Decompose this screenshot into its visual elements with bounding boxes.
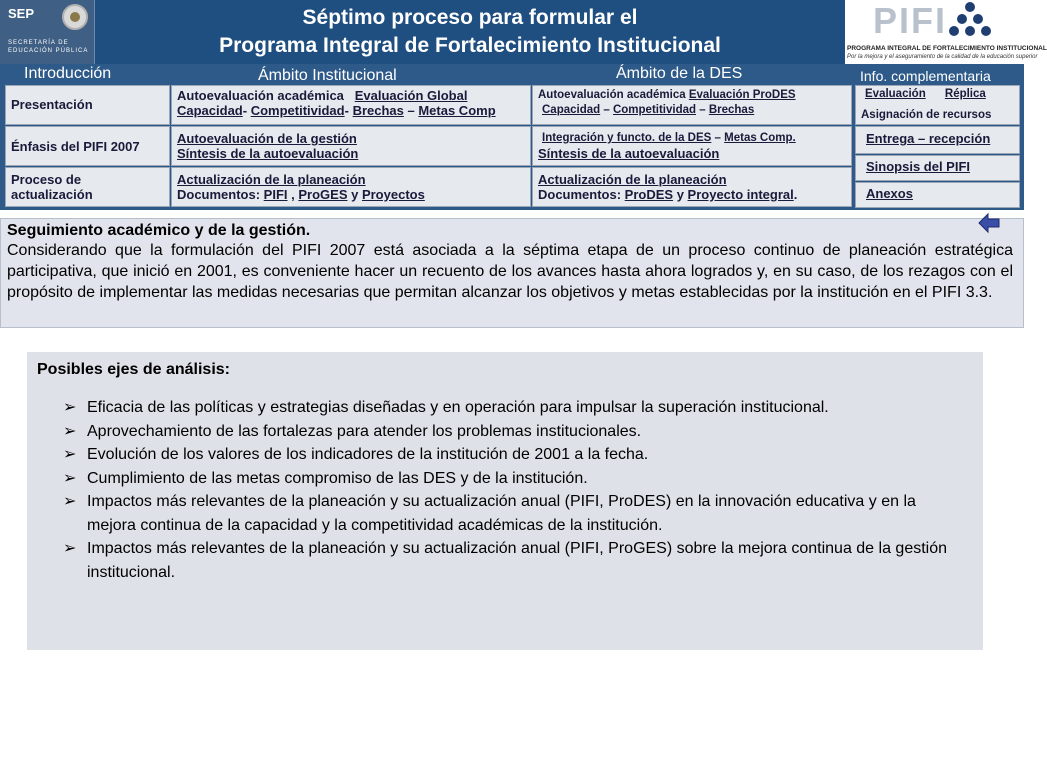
nav-link-enfasis[interactable]: Énfasis del PIFI 2007 (11, 139, 140, 154)
page-title-line-1: Séptimo proceso para formular el (302, 6, 638, 29)
arrow-bullet-icon: ➢ (63, 469, 77, 487)
seal-icon (62, 4, 88, 30)
nav-link-brechas[interactable]: Brechas (352, 103, 404, 118)
nav-link-des-competitividad[interactable]: Competitividad (612, 104, 697, 116)
nav-link-sinopsis[interactable]: Sinopsis del PIFI (866, 159, 971, 174)
nav-separator: - (344, 103, 353, 118)
nav-heading-ambito-institucional[interactable]: Ámbito Institucional (258, 67, 397, 84)
nav-heading-introduccion[interactable]: Introducción (24, 65, 112, 82)
analysis-list (37, 396, 973, 584)
sep-logo (0, 0, 95, 64)
analysis-panel (27, 352, 983, 650)
nav-separator: - (242, 103, 251, 118)
nav-separator: – (600, 104, 613, 116)
nav-link-proyectos[interactable]: Proyectos (361, 187, 425, 202)
logo-dot-icon (973, 14, 983, 24)
list-item-text: Evolución de los valores de los indicadores de la institución de 2001 a la fecha. (87, 446, 649, 463)
list-item (37, 420, 973, 444)
nav-link-presentacion[interactable]: Presentación (11, 97, 93, 112)
nav-text: Documentos: (538, 187, 625, 202)
nav-separator: , (287, 187, 299, 202)
nav-cell-inst-gestion[interactable] (171, 126, 531, 166)
intro-panel (0, 218, 1024, 328)
nav-cell-des-autoevaluacion[interactable] (532, 85, 852, 125)
arrow-bullet-icon: ➢ (63, 422, 77, 440)
nav-link-des-capacidad[interactable]: Capacidad (542, 104, 601, 116)
nav-link-sintesis-inst[interactable]: Síntesis de la autoevaluación (177, 146, 359, 161)
nav-text: Autoevaluación académica (538, 89, 689, 101)
nav-link-anexos[interactable]: Anexos (866, 186, 913, 201)
nav-separator: y (673, 187, 688, 202)
pifi-caption: PROGRAMA INTEGRAL DE FORTALECIMIENTO INSTITUCIONAL (847, 45, 1047, 52)
nav-link-proges[interactable]: ProGES (298, 187, 348, 202)
navigation-panel (0, 64, 1024, 210)
pifi-tagline: Por la mejora y el aseguramiento de la calidad de la educación superior (847, 54, 1038, 60)
header (0, 0, 1047, 64)
nav-link-prodes[interactable]: ProDES (624, 187, 674, 202)
list-item (37, 396, 973, 420)
nav-link-evaluacion[interactable]: Evaluación (865, 88, 926, 100)
nav-text: Documentos: (177, 187, 264, 202)
logo-dot-icon (965, 26, 975, 36)
list-item (37, 490, 973, 537)
nav-separator: – (711, 132, 725, 144)
arrow-bullet-icon: ➢ (63, 399, 77, 416)
nav-link-des-brechas[interactable]: Brechas (708, 104, 755, 116)
nav-separator: – (696, 104, 709, 116)
list-item (37, 467, 973, 491)
nav-link-proyecto-integral[interactable]: Proyecto integral (687, 187, 794, 202)
nav-link-asignacion[interactable]: Asignación de recursos (861, 109, 992, 121)
list-item-text: Cumplimiento de las metas compromiso de las DES y de la institución. (87, 469, 588, 487)
intro-title: Seguimiento académico y de la gestión. (7, 222, 311, 239)
nav-text: Autoevaluación académica (177, 88, 344, 103)
nav-link-actualizacion-inst[interactable]: Actualización de la planeación (177, 172, 366, 187)
nav-link-evaluacion-prodes[interactable]: Evaluación ProDES (688, 89, 796, 101)
list-item (37, 537, 973, 584)
logo-dot-icon (965, 2, 975, 12)
nav-link-actualizacion-des[interactable]: Actualización de la planeación (538, 172, 727, 187)
list-item-text: Impactos más relevantes de la planeación y su actualización anual (PIFI, ProGES) sobre la mejora continua de la gestión institucional. (87, 540, 948, 581)
logo-dot-icon (981, 26, 991, 36)
nav-link-integracion[interactable]: Integración y functo. de la DES (542, 132, 712, 144)
nav-link-autoevaluacion-gestion[interactable]: Autoevaluación de la gestión (177, 131, 357, 146)
intro-body: Considerando que la formulación del PIFI 2007 está asociada a la séptima etapa de un proceso continuo de planeación estratégica participativa, que inició en 2001, es conveniente hacer un recuento de los avances hasta ahora logrados y, en su caso, de los rezagos con el propósito de implementar las medidas necesarias que permitan alcanzar los objetivos y metas establecidas por la institución en el PIFI 3.3. (7, 242, 1013, 301)
sep-subtitle-2: EDUCACIÓN PÚBLICA (8, 48, 89, 54)
logo-dot-icon (949, 26, 959, 36)
nav-cell-inst-planeacion[interactable] (171, 167, 531, 207)
nav-cell-des-integracion[interactable] (532, 126, 852, 166)
nav-link-evaluacion-global[interactable]: Evaluación Global (354, 88, 468, 103)
analysis-title: Posibles ejes de análisis: (37, 361, 230, 378)
nav-cell-info-evaluacion[interactable] (855, 85, 1020, 125)
back-arrow-icon[interactable] (978, 213, 1000, 233)
pifi-logo (845, 0, 1047, 64)
sep-subtitle-1: SECRETARÍA DE (8, 40, 69, 46)
list-item (37, 443, 973, 467)
list-item-text: Impactos más relevantes de la planeación y su actualización anual (PIFI, ProDES) en la innovación educativa y en la mejora continua de la capacidad y la competitividad académicas de la institución. (87, 493, 916, 534)
pifi-logo-text: PIFI (873, 0, 948, 41)
list-item-text: Aprovechamiento de las fortalezas para atender los problemas institucionales. (87, 422, 642, 440)
nav-link-replica[interactable]: Réplica (944, 88, 986, 100)
nav-link-des-metas[interactable]: Metas Comp. (724, 132, 796, 144)
nav-cell-info-sinopsis[interactable] (855, 155, 1020, 181)
page-title-line-2: Programa Integral de Fortalecimiento Institucional (219, 34, 721, 57)
nav-cell-info-entrega[interactable] (855, 126, 1020, 154)
nav-link-sintesis-des[interactable]: Síntesis de la autoevaluación (538, 146, 720, 161)
sep-label: SEP (8, 6, 35, 21)
nav-link-entrega[interactable]: Entrega – recepción (866, 131, 991, 146)
nav-link-metas-comp[interactable]: Metas Comp (418, 103, 496, 118)
arrow-bullet-icon: ➢ (63, 493, 77, 510)
list-item-text: Eficacia de las políticas y estrategias diseñadas y en operación para impulsar la superación institucional. (87, 399, 829, 416)
nav-heading-ambito-des[interactable]: Ámbito de la DES (616, 65, 743, 82)
logo-dot-icon (957, 14, 967, 24)
nav-link-competitividad[interactable]: Competitividad (250, 103, 345, 118)
arrow-bullet-icon: ➢ (63, 540, 77, 557)
nav-cell-inst-autoevaluacion[interactable] (171, 85, 531, 125)
nav-cell-enfasis[interactable] (5, 126, 170, 166)
nav-cell-presentacion[interactable] (5, 85, 170, 125)
nav-link-pifi[interactable]: PIFI (263, 187, 288, 202)
nav-cell-des-planeacion[interactable] (532, 167, 852, 207)
nav-separator: y (347, 187, 362, 202)
nav-heading-info-complementaria[interactable]: Info. complementaria (860, 68, 991, 84)
nav-cell-proceso[interactable] (5, 167, 170, 207)
arrow-bullet-icon: ➢ (63, 446, 77, 463)
nav-text: . (793, 187, 798, 202)
nav-link-proceso-line2[interactable]: actualización (11, 187, 93, 202)
nav-cell-info-anexos[interactable] (855, 182, 1020, 208)
nav-separator: – (403, 103, 419, 118)
nav-link-proceso-line1[interactable]: Proceso de (11, 172, 82, 187)
nav-link-capacidad[interactable]: Capacidad (177, 103, 243, 118)
